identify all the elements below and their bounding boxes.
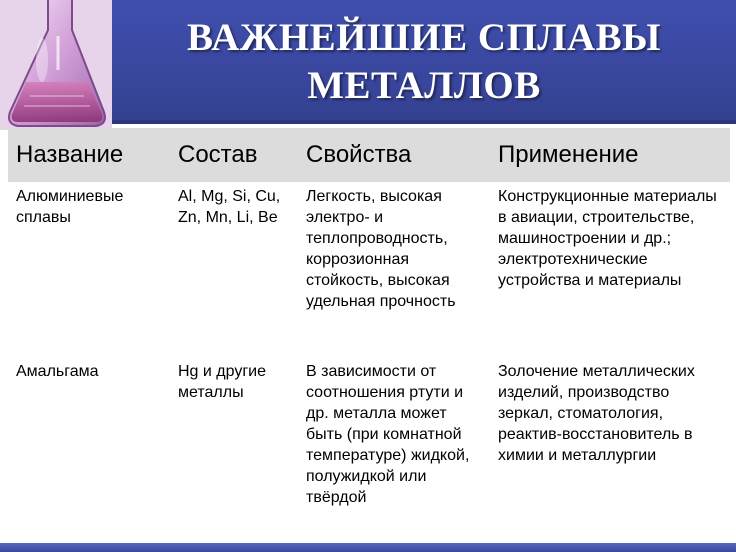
alloys-table-container	[8, 128, 730, 519]
column-header-application: Применение	[490, 128, 730, 182]
cell-application: Золочение металлических изделий, производство зеркал, стоматология, реактив-восстановитель в химии и металлургии	[498, 363, 695, 464]
cell-application: Конструкционные материалы в авиации, строительстве, машиностроении и др.; электротехнические устройства и материалы	[498, 188, 717, 289]
alloys-table	[8, 128, 730, 519]
slide-title	[112, 14, 736, 110]
table-row	[8, 357, 730, 519]
cell-properties: В зависимости от соотношения ртути и др. металла может быть (при комнатной температуре) жидкой, полужидкой или твёрдой	[306, 363, 470, 506]
cell-name: Амальгама	[16, 363, 99, 380]
table-row	[8, 182, 730, 357]
bottom-bar	[0, 543, 736, 552]
slide-title-line-1: ВАЖНЕЙШИЕ СПЛАВЫ	[187, 16, 661, 59]
column-header-properties: Свойства	[298, 128, 490, 182]
flask-icon	[0, 0, 112, 130]
cell-properties: Легкость, высокая электро- и теплопроводность, коррозионная стойкость, высокая удельная прочность	[306, 188, 456, 310]
column-header-name: Название	[8, 128, 170, 182]
slide-title-line-2: МЕТАЛЛОВ	[307, 64, 541, 107]
column-header-composition: Состав	[170, 128, 298, 182]
cell-composition: Hg и другие металлы	[178, 363, 267, 401]
cell-composition: Al, Mg, Si, Cu, Zn, Mn, Li, Be	[178, 188, 281, 226]
cell-name: Алюминиевые сплавы	[16, 188, 124, 226]
table-header-row	[8, 128, 730, 182]
title-band-rule	[112, 120, 736, 124]
